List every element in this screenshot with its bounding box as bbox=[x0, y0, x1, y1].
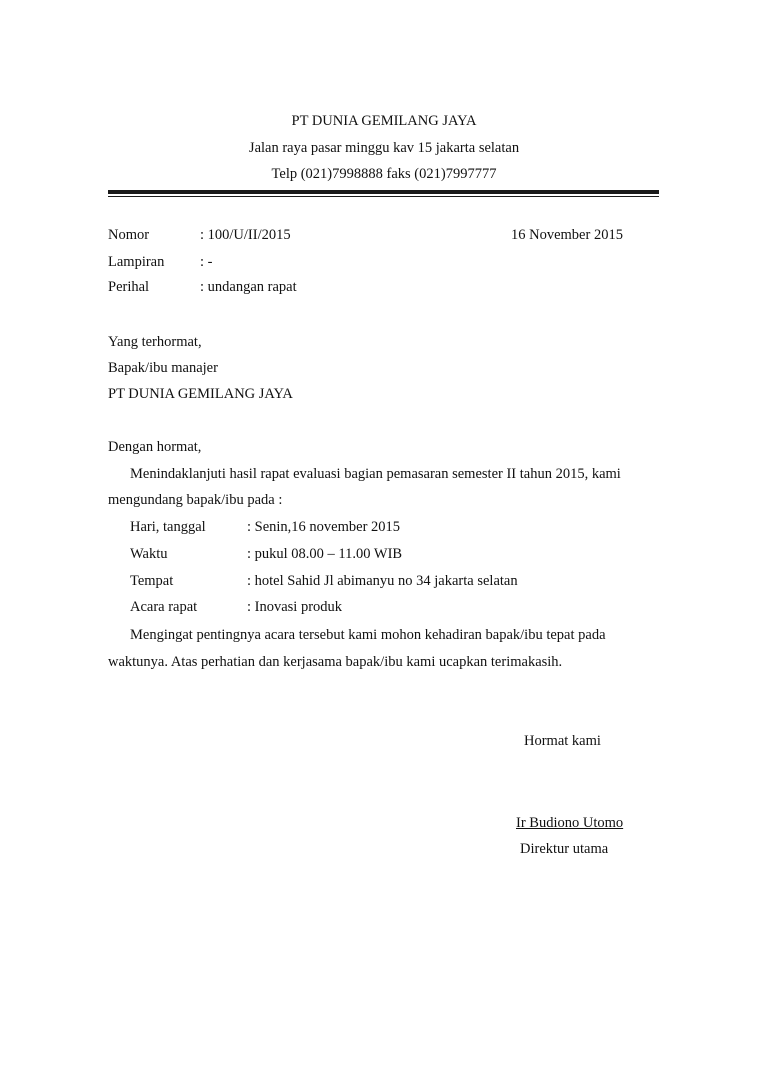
paragraph-1-line-1: Menindaklanjuti hasil rapat evaluasi bagian pemasaran semester II tahun 2015, kami bbox=[130, 466, 621, 482]
closing-phrase: Hormat kami bbox=[524, 733, 601, 749]
perihal-label: Perihal bbox=[108, 279, 150, 295]
letter-date: 16 November 2015 bbox=[511, 227, 623, 243]
paragraph-2-line-1: Mengingat pentingnya acara tersebut kami mohon kehadiran bapak/ibu tepat pada bbox=[130, 627, 606, 643]
detail-value-place: : hotel Sahid Jl abimanyu no 34 jakarta selatan bbox=[247, 573, 518, 589]
detail-value-agenda: : Inovasi produk bbox=[247, 599, 343, 615]
paragraph-1-line-2: mengundang bapak/ibu pada : bbox=[108, 492, 283, 508]
detail-label-place: Tempat bbox=[130, 573, 174, 589]
opening-salutation: Dengan hormat, bbox=[108, 439, 202, 455]
detail-value-time: : pukul 08.00 – 11.00 WIB bbox=[247, 546, 403, 562]
lampiran-label: Lampiran bbox=[108, 254, 165, 270]
perihal-value: : undangan rapat bbox=[200, 279, 297, 295]
company-name: PT DUNIA GEMILANG JAYA bbox=[291, 113, 477, 129]
detail-label-agenda: Acara rapat bbox=[130, 599, 198, 615]
company-address: Jalan raya pasar minggu kav 15 jakarta selatan bbox=[248, 140, 520, 156]
nomor-label: Nomor bbox=[108, 227, 150, 243]
signer-name: Ir Budiono Utomo bbox=[516, 815, 624, 831]
letterhead-divider-thin bbox=[108, 196, 659, 197]
recipient-name: Bapak/ibu manajer bbox=[108, 360, 218, 376]
recipient-company: PT DUNIA GEMILANG JAYA bbox=[108, 386, 293, 402]
nomor-value: : 100/U/II/2015 bbox=[200, 227, 291, 243]
paragraph-2-line-2: waktunya. Atas perhatian dan kerjasama bapak/ibu kami ucapkan terimakasih. bbox=[108, 654, 563, 670]
detail-label-time: Waktu bbox=[130, 546, 168, 562]
detail-value-date: : Senin,16 november 2015 bbox=[247, 519, 401, 535]
signer-title: Direktur utama bbox=[520, 841, 609, 857]
lampiran-value: : - bbox=[200, 254, 213, 270]
company-contact: Telp (021)7998888 faks (021)7997777 bbox=[271, 166, 497, 182]
detail-label-date: Hari, tanggal bbox=[130, 519, 206, 535]
recipient-greeting: Yang terhormat, bbox=[108, 334, 202, 350]
letterhead-divider-thick bbox=[108, 190, 659, 194]
